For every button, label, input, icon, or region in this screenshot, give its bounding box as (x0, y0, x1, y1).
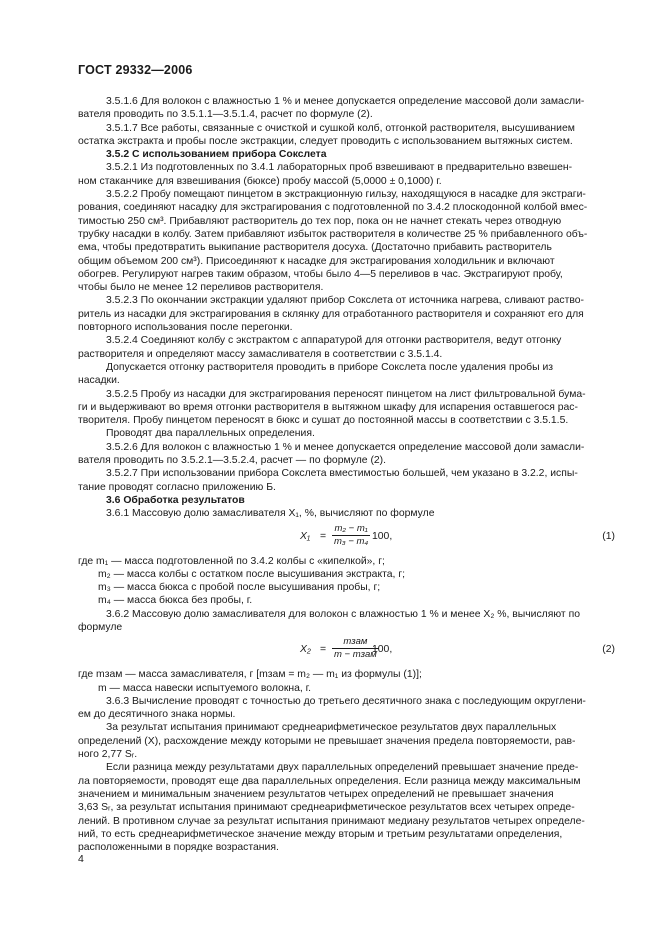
text-line: общим объемом 200 см³). Присоединяют к насадке для экстрагирования холодильник и включают (78, 255, 555, 267)
formula-equals: = (320, 644, 327, 656)
formula-numerator: mзам (332, 636, 379, 649)
formula-2 (78, 636, 615, 662)
text-line: 3.6.2 Массовую долю замасливателя для волокон с влажностью 1 % и менее X₂ %, вычисляют по (106, 608, 580, 620)
text-line: 3.5.2.1 Из подготовленных по 3.4.1 лабораторных проб взвешивают в предварительно взвешен- (106, 162, 573, 174)
text-line: m — масса навески испытуемого волокна, г. (98, 682, 312, 694)
formula-equals: = (320, 530, 327, 542)
text-line: m₄ — масса бюкса без пробы, г. (98, 595, 253, 607)
text-line: За результат испытания принимают среднеарифметическое результатов двух параллельных (106, 722, 557, 734)
text-line: ги и выдерживают во время отгонки растворителя в вытяжном шкафу для испарения оставшегося рас- (78, 401, 578, 413)
text-line: 3.5.2.6 Для волокон с влажностью 1 % и менее допускается определение массовой доли замасли- (106, 441, 585, 453)
text-line: ла повторяемости, проводят еще два параллельных определения. Если разница между максимальным (78, 775, 581, 787)
text-line: 3.6.1 Массовую долю замасливателя X₁, %, вычисляют по формуле (106, 508, 435, 520)
section-heading: 3.6 Обработка результатов (106, 494, 245, 506)
text-line: обогрев. Регулируют нагрев таким образом, чтобы было 4—5 переливов в час. Экстрагируют пробу, (78, 268, 563, 280)
text-line: рования, соединяют насадку для экстрагирования с подготовленной по 3.4.2 плоскодонной колбой вмес- (78, 202, 588, 214)
section-heading: 3.5.2 С использованием прибора Сокслета (106, 149, 327, 161)
text-line: 3.5.1.7 Все работы, связанные с очисткой и сушкой колб, отгонкой растворителя, высушиванием (106, 122, 575, 134)
formula-1 (78, 523, 615, 549)
text-line: трубку насадки в колбу. Затем прибавляют избыток растворителя в количестве 25 % прибавленного объ- (78, 228, 588, 240)
text-line: 3.6.3 Вычисление проводят с точностью до третьего десятичного знака с последующим округлени- (106, 695, 586, 707)
text-line: определений (X), расхождение между которыми не превышает значения предела повторяемости, рав- (78, 735, 576, 747)
text-line: творителя. Пробу пинцетом переносят в бюкс и сушат до постоянной массы в соответствии с 3.5.1.5. (78, 415, 569, 427)
text-line: повторного использования после перегонки. (78, 322, 293, 334)
text-line: Если разница между результатами двух параллельных определений превышает значение преде- (106, 762, 579, 774)
text-line: ема, чтобы предотвратить выкипание растворителя досуха. (Достаточно прибавить растворитель (78, 242, 552, 254)
text-line: растворителя и определяют массу замасливателя в соответствии с 3.5.1.4. (78, 348, 443, 360)
formula-numerator: m₂ − m₁ (332, 523, 370, 536)
formula-number: (2) (602, 644, 615, 656)
text-line: тимостью 250 см³. Прибавляют растворитель до тех пор, пока он не начнет стекать через отводную (78, 215, 562, 227)
text-line: 3.5.2.2 Пробу помещают пинцетом в экстракционную гильзу, находящуюся в насадке для экстраги- (106, 189, 586, 201)
text-line: ний, то есть среднеарифметическое значение между вторым и третьим результатами определения, (78, 828, 563, 840)
formula-number: (1) (602, 530, 615, 542)
text-line: ном стаканчике для взвешивания (бюксе) пробу массой (5,0000 ± 0,1000) г. (78, 175, 442, 187)
text-line: 3,63 Sᵣ, за результат испытания принимают среднеарифметическое результатов всех четырех опреде- (78, 802, 575, 814)
text-line: где mзам — масса замасливателя, г [mзам = m₂ — m₁ из формулы (1)]; (78, 669, 422, 681)
document-body (78, 95, 615, 854)
text-line: лений. В противном случае за результат испытания принимают медиану результатов четырех определе- (78, 815, 585, 827)
text-line: ритель из насадки для экстрагирования в склянку для отработанного растворителя и сохраняют его для (78, 308, 584, 320)
formula-lhs: X₁ (300, 530, 311, 542)
text-line: 3.5.1.6 Для волокон с влажностью 1 % и менее допускается определение массовой доли замасли- (106, 96, 585, 107)
formula-lhs: X₂ (300, 644, 311, 656)
text-line: 3.5.2.4 Соединяют колбу с экстрактом с аппаратурой для отгонки растворителя, ведут отгонку (106, 335, 562, 347)
formula-multiplier: 100, (372, 644, 393, 656)
text-line: чтобы было не менее 12 переливов растворителя. (78, 282, 324, 294)
document-header: ГОСТ 29332—2006 (78, 63, 193, 77)
text-line: тание проводят согласно приложению Б. (78, 481, 276, 493)
text-line: ного 2,77 Sᵣ. (78, 749, 138, 761)
formula-denominator: m − mзам (334, 649, 377, 661)
text-line: вателя проводить по 3.5.2.1—3.5.2.4, расчет — по формуле (2). (78, 455, 387, 467)
text-line: значением и минимальным значением результатов четырех определений не превышает значения (78, 788, 554, 800)
text-line: вателя проводить по 3.5.1.1—3.5.1.4, расчет по формуле (2). (78, 109, 373, 121)
text-line: где m₁ — масса подготовленной по 3.4.2 колбы с «кипелкой», г; (78, 555, 385, 567)
page-number: 4 (78, 853, 84, 865)
text-line: расположенными в порядке возрастания. (78, 842, 279, 854)
text-line: остатка экстракта и пробы после экстракции, следует проводить с использованием вытяжных систем. (78, 135, 573, 147)
text-line: Допускается отгонку растворителя проводить в приборе Сокслета после удаления пробы из (106, 361, 554, 373)
text-line: формуле (78, 621, 123, 633)
text-line: Проводят два параллельных определения. (106, 428, 315, 440)
formula-multiplier: 100, (372, 530, 393, 542)
text-line: ем до десятичного знака нормы. (78, 709, 236, 721)
text-line: насадки. (78, 375, 120, 387)
text-line: m₃ — масса бюкса с пробой после высушивания пробы, г; (98, 582, 381, 594)
text-line: 3.5.2.5 Пробу из насадки для экстрагирования переносят пинцетом на лист фильтровальной бума- (106, 388, 586, 400)
formula-fraction (332, 523, 370, 548)
formula-denominator: m₃ − m₄ (334, 535, 369, 547)
text-line: 3.5.2.7 При использовании прибора Сокслета вместимостью большей, чем указано в 3.2.2, испы- (106, 468, 578, 480)
text-line: m₂ — масса колбы с остатком после высушивания экстракта, г; (98, 568, 405, 580)
text-line: 3.5.2.3 По окончании экстракции удаляют прибор Сокслета от источника нагрева, сливают раство- (106, 295, 585, 307)
